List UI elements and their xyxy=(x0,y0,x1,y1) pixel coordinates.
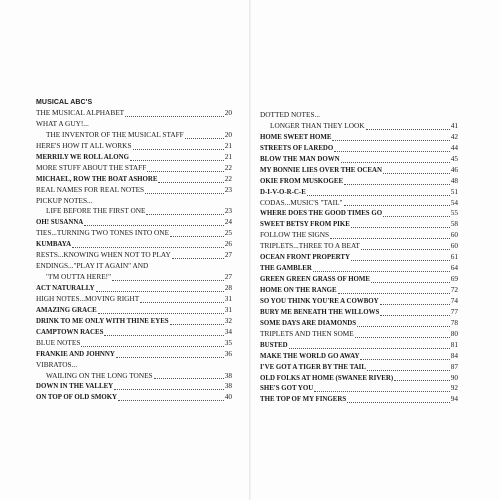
dot-leader xyxy=(361,244,450,250)
toc-entry-page-number: 22 xyxy=(224,173,232,183)
dot-leader xyxy=(289,343,450,349)
toc-entry-title: AMAZING GRACE xyxy=(36,306,97,314)
toc-entry-title: VIBRATOS... xyxy=(36,359,78,369)
toc-entry xyxy=(36,228,232,239)
toc-entry-title: SWEET BETSY FROM PIKE xyxy=(260,221,350,229)
toc-entry-page-number: 80 xyxy=(450,328,458,338)
toc-entry-page-number: 36 xyxy=(224,348,232,358)
dot-leader xyxy=(313,266,450,272)
dot-leader xyxy=(366,124,450,130)
toc-entry-page-number: 21 xyxy=(224,140,232,150)
toc-entry xyxy=(260,274,458,285)
toc-entry xyxy=(36,338,232,349)
toc-entry-page-number: 27 xyxy=(224,272,232,282)
toc-entry-title: BURY ME BENEATH THE WILLOWS xyxy=(260,308,380,316)
toc-entry-title: THE MUSICAL ALPHABET xyxy=(36,108,125,117)
toc-entry xyxy=(36,206,232,217)
toc-entry-page-number: 60 xyxy=(450,241,458,251)
toc-entry xyxy=(260,318,458,329)
toc-entry xyxy=(260,252,458,263)
toc-entry xyxy=(260,208,458,219)
toc-entry xyxy=(36,130,232,141)
dot-leader xyxy=(116,352,224,358)
toc-entry xyxy=(260,263,458,274)
toc-entry xyxy=(36,283,232,294)
toc-entry-title: THE GAMBLER xyxy=(260,265,312,273)
toc-entry-title: BLOW THE MAN DOWN xyxy=(260,155,340,163)
toc-entry-title: ON TOP OF OLD SMOKY xyxy=(36,394,118,402)
toc-entry xyxy=(260,110,458,121)
toc-entry xyxy=(36,163,232,174)
toc-entry xyxy=(260,187,458,198)
dot-leader xyxy=(147,166,223,172)
toc-entry-page-number: 94 xyxy=(450,394,458,404)
toc-entry-title: MERRILY WE ROLL ALONG xyxy=(36,153,129,161)
toc-entry-title: OLD FOLKS AT HOME (SWANEE RIVER) xyxy=(260,374,394,382)
toc-entry-title: D-I-V-O-R-C-E xyxy=(260,188,306,196)
toc-entry-page-number: 64 xyxy=(450,263,458,273)
toc-entry-title: WAILING ON THE LONG TONES xyxy=(46,370,153,380)
toc-entry-title: STREETS OF LAREDO xyxy=(260,144,334,152)
dot-leader xyxy=(96,286,224,292)
toc-entry xyxy=(260,307,458,318)
toc-entry-title: DOTTED NOTES... xyxy=(260,110,320,119)
toc-entry xyxy=(36,152,232,163)
toc-entry xyxy=(260,165,458,176)
dot-leader xyxy=(104,330,223,336)
dot-leader xyxy=(314,386,449,392)
toc-entry-title: BUSTED xyxy=(260,341,288,349)
dot-leader xyxy=(334,146,449,152)
dot-leader xyxy=(383,168,450,174)
toc-entry-page-number: 81 xyxy=(450,339,458,349)
toc-entry xyxy=(260,296,458,307)
toc-entry-title: TIES...TURNING TWO TONES INTO ONE xyxy=(36,228,170,238)
toc-entry-title: REAL NAMES FOR REAL NOTES xyxy=(36,184,145,194)
toc-entry-title: OKIE FROM MUSKOGEE xyxy=(260,177,344,185)
toc-entry-page-number: 61 xyxy=(450,252,458,262)
toc-entry-title: CODAS...MUSIC'S "TAIL" xyxy=(260,197,343,207)
toc-entry-title: "I'M OUTTA HERE!" xyxy=(46,272,112,282)
toc-entry xyxy=(36,250,232,261)
toc-entry-title: GREEN GREEN GRASS OF HOME xyxy=(260,276,371,284)
toc-entry-page-number: 69 xyxy=(450,274,458,284)
dot-leader xyxy=(394,375,450,381)
toc-entry-page-number: 34 xyxy=(224,326,232,336)
toc-entry-page-number: 23 xyxy=(224,184,232,194)
dot-leader xyxy=(140,297,224,303)
toc-entry xyxy=(260,143,458,154)
toc-entry xyxy=(260,351,458,362)
toc-entry xyxy=(36,185,232,196)
dot-leader xyxy=(360,354,449,360)
toc-entry-title: CAMPTOWN RACES xyxy=(36,328,104,336)
toc-entry-title: ACT NATURALLY xyxy=(36,285,95,292)
toc-entry xyxy=(36,316,232,327)
toc-entry xyxy=(260,394,458,405)
toc-entry-title: MORE STUFF ABOUT THE STAFF xyxy=(36,162,147,172)
toc-entry-page-number: 77 xyxy=(450,306,458,316)
dot-leader xyxy=(357,321,450,327)
toc-entry-title: DOWN IN THE VALLEY xyxy=(36,383,114,391)
toc-entry-page-number: 41 xyxy=(450,120,458,130)
toc-entry-title: RESTS...KNOWING WHEN NOT TO PLAY xyxy=(36,250,171,260)
toc-entry-page-number: 20 xyxy=(224,129,232,139)
toc-entry-page-number: 31 xyxy=(224,293,232,303)
toc-entry xyxy=(260,383,458,394)
toc-entry-title: WHERE DOES THE GOOD TIMES GO xyxy=(260,210,383,218)
dot-leader xyxy=(338,288,450,294)
toc-entry xyxy=(36,371,232,382)
dot-leader xyxy=(98,308,224,314)
toc-entry-page-number: 40 xyxy=(224,392,232,402)
dot-leader xyxy=(367,365,450,371)
toc-entry-title: BLUE NOTES xyxy=(36,337,81,347)
toc-entry xyxy=(36,239,232,250)
toc-entry-title: SO YOU THINK YOU'RE A COWBOY xyxy=(260,297,379,305)
dot-leader xyxy=(170,231,224,237)
dot-leader xyxy=(347,397,450,403)
dot-leader xyxy=(383,211,450,217)
dot-leader xyxy=(112,275,224,281)
toc-right-column xyxy=(260,110,458,405)
toc-entry-title: HOME SWEET HOME xyxy=(260,133,332,141)
toc-entry-page-number: 46 xyxy=(450,164,458,174)
dot-leader xyxy=(380,299,450,305)
toc-entry-page-number: 45 xyxy=(450,153,458,163)
toc-entry-page-number: 44 xyxy=(450,142,458,152)
dot-leader xyxy=(380,310,449,316)
toc-entry-page-number: 54 xyxy=(450,197,458,207)
toc-entry-title: SHE'S GOT YOU xyxy=(260,385,314,393)
toc-entry-title: FRANKIE AND JOHNNY xyxy=(36,350,115,358)
toc-entry-page-number: 21 xyxy=(224,151,232,161)
toc-entry-title: MY BONNIE LIES OVER THE OCEAN xyxy=(260,166,382,174)
toc-entry-title: I'VE GOT A TIGER BY THE TAIL xyxy=(260,363,366,371)
toc-entry xyxy=(36,349,232,360)
dot-leader xyxy=(84,220,223,226)
toc-left-column xyxy=(36,98,232,403)
dot-leader xyxy=(330,233,450,239)
toc-entry xyxy=(36,294,232,305)
dot-leader xyxy=(332,135,449,141)
toc-entry xyxy=(36,305,232,316)
toc-entry xyxy=(260,241,458,252)
toc-entry-page-number: 92 xyxy=(450,383,458,393)
toc-entry-page-number: 35 xyxy=(224,337,232,347)
dot-leader xyxy=(185,133,224,139)
toc-entry xyxy=(260,340,458,351)
toc-entry-title: HERE'S HOW IT ALL WORKS xyxy=(36,140,132,150)
toc-entry-page-number: 58 xyxy=(450,219,458,229)
dot-leader xyxy=(344,179,450,185)
toc-entry xyxy=(260,132,458,143)
toc-entry-title: MAKE THE WORLD GO AWAY xyxy=(260,352,360,360)
toc-entry-title: LIFE BEFORE THE FIRST ONE xyxy=(46,206,146,216)
dot-leader xyxy=(133,144,224,150)
toc-entry-page-number: 74 xyxy=(450,295,458,305)
toc-entry-title: FOLLOW THE SIGNS xyxy=(260,230,330,240)
toc-entry-page-number: 42 xyxy=(450,131,458,141)
toc-entry xyxy=(36,119,232,130)
dot-leader xyxy=(130,155,224,161)
toc-entry xyxy=(260,121,458,132)
toc-entry-title: ENDINGS..."PLAY IT AGAIN" AND xyxy=(36,261,149,271)
dot-leader xyxy=(114,384,224,390)
toc-entry-page-number: 87 xyxy=(450,361,458,371)
toc-entry-page-number: 27 xyxy=(224,250,232,260)
toc-list-right xyxy=(260,110,458,405)
toc-entry-page-number: 55 xyxy=(450,208,458,218)
dot-leader xyxy=(351,222,450,228)
dot-leader xyxy=(172,253,224,259)
toc-entry xyxy=(36,327,232,338)
dot-leader xyxy=(146,209,223,215)
toc-entry xyxy=(36,196,232,207)
dot-leader xyxy=(118,395,224,401)
toc-entry xyxy=(36,360,232,371)
toc-entry xyxy=(36,141,232,152)
toc-entry-title: TRIPLETS AND THEN SOME xyxy=(260,328,354,338)
toc-entry-title: KUMBAYA xyxy=(36,241,72,249)
toc-entry xyxy=(260,154,458,165)
toc-entry xyxy=(260,329,458,340)
toc-entry xyxy=(260,373,458,384)
toc-entry-title: HIGH NOTES...MOVING RIGHT xyxy=(36,293,140,303)
toc-entry xyxy=(260,230,458,241)
toc-entry-page-number: 23 xyxy=(224,206,232,216)
toc-entry-page-number: 24 xyxy=(224,217,232,227)
toc-entry-title: HOME ON THE RANGE xyxy=(260,287,337,294)
toc-entry xyxy=(260,198,458,209)
page-spine-divider xyxy=(249,0,251,500)
toc-entry-page-number: 31 xyxy=(224,304,232,314)
toc-list-left xyxy=(36,108,232,403)
toc-entry-title: LONGER THAN THEY LOOK xyxy=(270,120,365,130)
toc-entry-page-number: 90 xyxy=(450,372,458,382)
toc-entry xyxy=(36,108,232,119)
dot-leader xyxy=(351,255,450,261)
toc-entry-page-number: 28 xyxy=(224,283,232,292)
section-title: MUSICAL ABC'S xyxy=(36,99,93,106)
toc-entry-page-number: 84 xyxy=(450,350,458,360)
toc-entry-title: SOME DAYS ARE DIAMONDS xyxy=(260,319,357,327)
toc-entry-page-number: 20 xyxy=(224,108,232,117)
toc-entry-title: WHAT A GUY!... xyxy=(36,118,89,128)
toc-entry-page-number: 51 xyxy=(450,186,458,196)
toc-entry xyxy=(36,381,232,392)
toc-entry-title: THE INVENTOR OF THE MUSICAL STAFF xyxy=(46,129,184,139)
toc-entry-page-number: 78 xyxy=(450,317,458,327)
toc-entry-page-number: 32 xyxy=(224,315,232,325)
toc-entry xyxy=(260,176,458,187)
dot-leader xyxy=(355,332,450,338)
toc-entry-page-number: 38 xyxy=(224,370,232,380)
toc-entry-title: MICHAEL, ROW THE BOAT ASHORE xyxy=(36,175,158,183)
dot-leader xyxy=(72,242,224,248)
dot-leader xyxy=(341,157,450,163)
toc-entry xyxy=(36,272,232,283)
toc-entry xyxy=(36,217,232,228)
dot-leader xyxy=(371,277,450,283)
toc-entry xyxy=(36,392,232,403)
toc-entry-page-number: 60 xyxy=(450,230,458,240)
dot-leader xyxy=(154,373,224,379)
dot-leader xyxy=(170,319,224,325)
toc-entry-title: OH! SUSANNA xyxy=(36,219,84,227)
toc-entry-page-number: 25 xyxy=(224,228,232,238)
toc-entry-title: THE TOP OF MY FINGERS xyxy=(260,396,347,404)
dot-leader xyxy=(145,188,224,194)
dot-leader xyxy=(158,177,223,183)
dot-leader xyxy=(125,111,224,117)
toc-entry-page-number: 26 xyxy=(224,239,232,249)
toc-entry-title: TRIPLETS...THREE TO A BEAT xyxy=(260,241,360,251)
toc-entry-page-number: 38 xyxy=(224,381,232,391)
toc-entry xyxy=(260,285,458,296)
toc-entry xyxy=(260,362,458,373)
dot-leader xyxy=(344,200,450,206)
toc-entry xyxy=(260,219,458,230)
toc-entry-title: DRINK TO ME ONLY WITH THINE EYES xyxy=(36,317,169,325)
toc-entry xyxy=(36,174,232,185)
toc-entry-page-number: 22 xyxy=(224,162,232,172)
toc-entry-page-number: 72 xyxy=(450,285,458,294)
toc-entry-page-number: 48 xyxy=(450,175,458,185)
toc-entry-title: OCEAN FRONT PROPERTY xyxy=(260,254,350,262)
dot-leader xyxy=(81,341,223,347)
toc-entry xyxy=(36,261,232,272)
dot-leader xyxy=(307,190,450,196)
toc-entry-title: PICKUP NOTES... xyxy=(36,195,93,205)
